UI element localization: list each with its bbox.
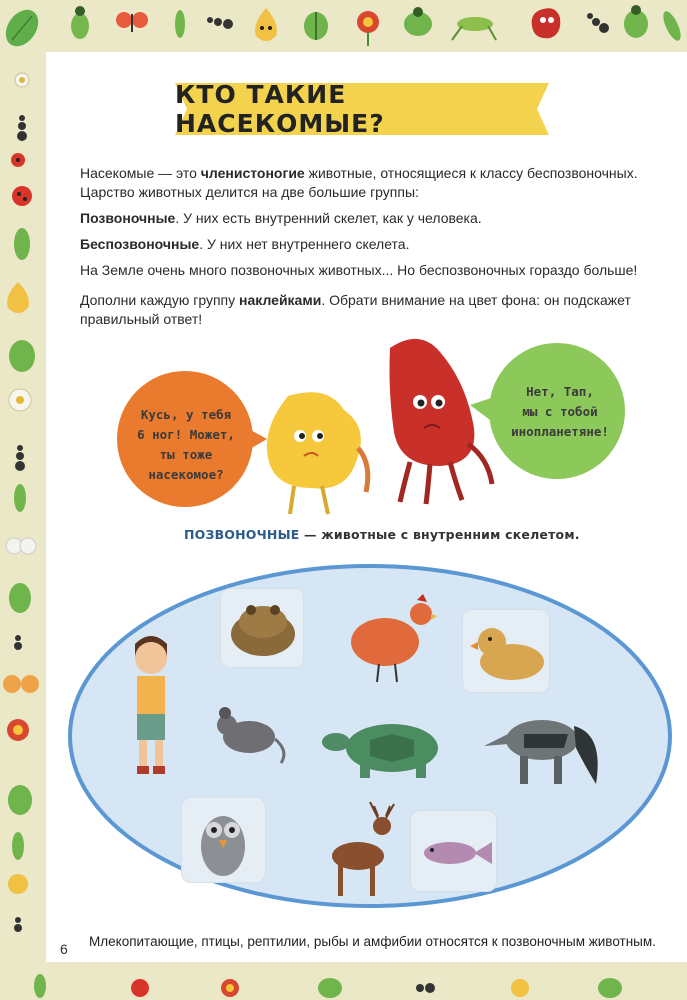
page-number: 6: [60, 941, 68, 957]
beetle-icon: [598, 978, 622, 998]
intro-line-1: Насекомые — это членистоногие животные, относящиеся к классу беспозвоночных.: [80, 165, 638, 181]
drop-creature-icon: [511, 979, 529, 997]
leaf-icon: [660, 9, 684, 43]
deer-illustration: [324, 800, 400, 900]
page-title: КТО ТАКИЕ НАСЕКОМЫЕ?: [175, 80, 385, 138]
speech-text-left: Кусь, у тебя 6 ног! Может, ты тоже насекомое?: [137, 407, 235, 482]
beetle-icon: [9, 583, 31, 613]
flower-icon: [221, 979, 239, 997]
bug-icon: [71, 6, 89, 39]
ant-icon: [14, 635, 22, 650]
ant-icon: [17, 115, 27, 141]
intro-line-5: На Земле очень много позвоночных животных... Но беспозвоночных гораздо больше!: [80, 262, 638, 278]
intro-line-2: Царство животных делится на две большие группы:: [80, 184, 419, 200]
beetle-icon: [318, 978, 342, 998]
butterfly-icon: [3, 675, 39, 693]
ant-icon: [587, 13, 609, 33]
leaf-icon: [34, 974, 46, 998]
beetle-icon: [404, 7, 432, 36]
flower-icon: [15, 73, 29, 87]
flower-icon: [9, 389, 31, 411]
drop-creature-icon: [8, 874, 28, 894]
red-creature-icon: [532, 8, 561, 38]
duck-illustration: [470, 620, 548, 685]
mouse-illustration: [205, 695, 293, 765]
beetle-icon: [8, 785, 32, 815]
vertebrates-heading: ПОЗВОНОЧНЫЕ — животные с внутренним скелетом.: [184, 527, 580, 542]
task-line-1: Дополни каждую группу наклейками. Обрати внимание на цвет фона: он подскажет: [80, 292, 631, 308]
decorative-border-left: [0, 0, 46, 1000]
decorative-border-top: [0, 0, 687, 52]
ant-icon: [15, 445, 25, 471]
drop-creature-icon: [255, 8, 277, 41]
leaf-icon: [175, 10, 185, 38]
ladybug-icon: [12, 186, 32, 206]
turtle-illustration: [320, 718, 453, 780]
grasshopper-icon: [452, 17, 496, 40]
drop-creature-icon: [7, 282, 29, 313]
flower-icon: [7, 719, 29, 741]
ladybug-icon: [131, 979, 149, 997]
leaf-icon: [14, 484, 26, 512]
ant-icon: [416, 983, 435, 993]
vertebrates-definition: Позвоночные. У них есть внутренний скелет, как у человека.: [80, 210, 482, 226]
flower-icon: [357, 11, 379, 46]
red-creature-illustration: [370, 332, 500, 510]
owl-illustration: [197, 802, 249, 880]
ant-icon: [14, 917, 22, 932]
beetle-icon: [624, 5, 648, 38]
leaf-icon: [12, 832, 24, 860]
ant-icon: [207, 17, 233, 29]
fish-illustration: [418, 836, 492, 870]
footer-note: Млекопитающие, птицы, рептилии, рыбы и амфибии относятся к позвоночным животным.: [89, 934, 656, 949]
leaf-icon: [14, 228, 30, 260]
speech-text-right: Нет, Тап, мы с тобой инопланетяне!: [511, 384, 609, 439]
butterfly-icon: [6, 538, 36, 554]
invertebrates-definition: Беспозвоночные. У них нет внутреннего скелета.: [80, 236, 410, 252]
boy-illustration: [123, 628, 179, 774]
decorative-border-bottom: [0, 962, 687, 1000]
anteater-illustration: [484, 704, 602, 794]
beetle-icon: [304, 12, 328, 40]
task-line-2: правильный ответ!: [80, 311, 203, 327]
beetle-icon: [9, 340, 35, 372]
hen-illustration: [345, 592, 437, 684]
bold-term: членистоногие: [200, 165, 305, 181]
ladybug-icon: [11, 153, 25, 167]
butterfly-icon: [116, 12, 148, 32]
toad-illustration: [225, 592, 300, 662]
yellow-creature-illustration: [258, 388, 376, 520]
